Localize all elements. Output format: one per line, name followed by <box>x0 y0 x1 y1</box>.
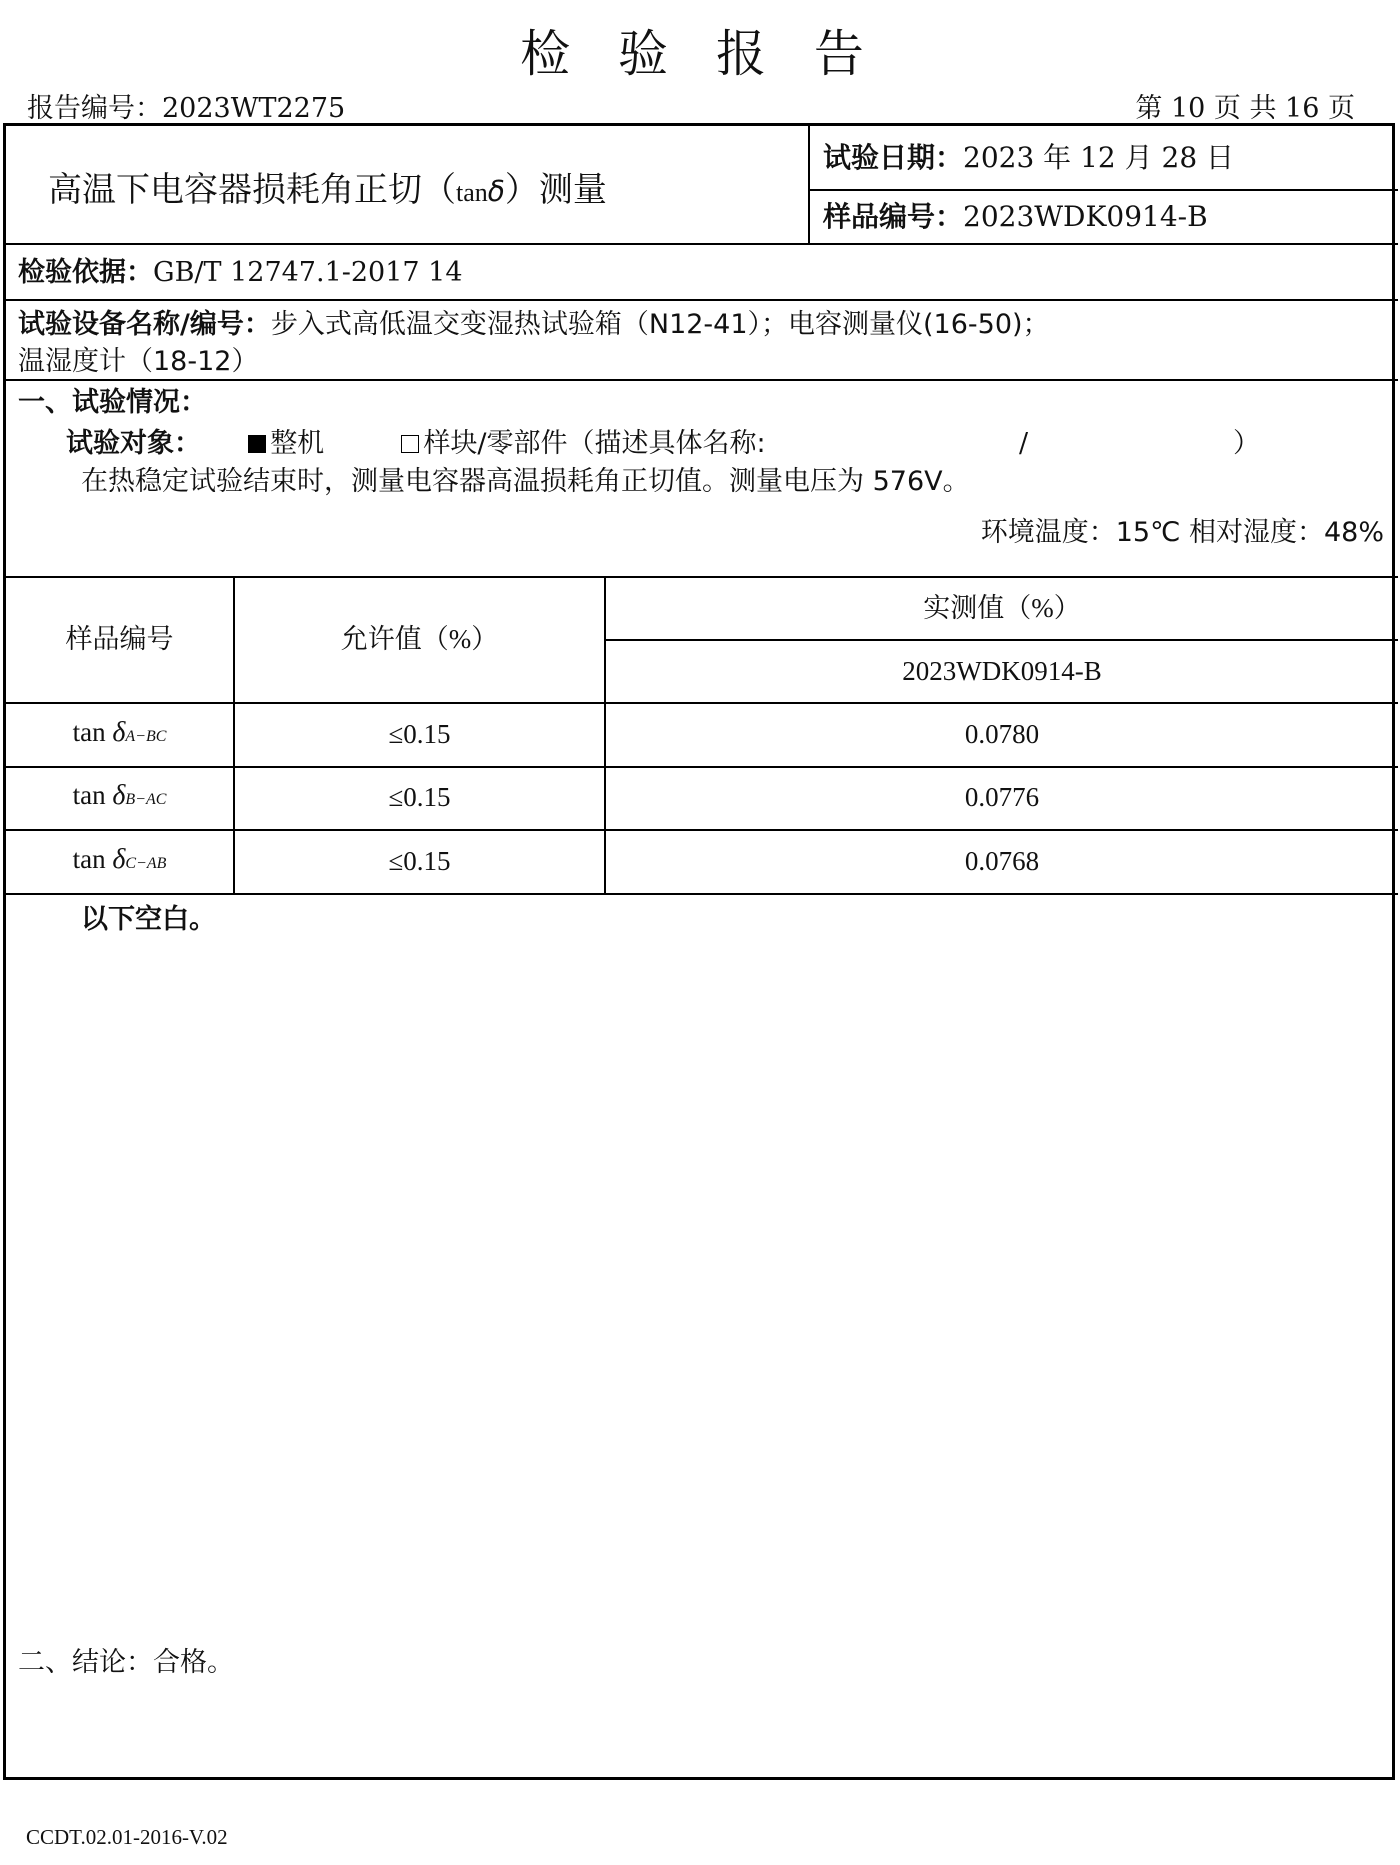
inspection-basis: 检验依据：GB/T 12747.1-2017 14 <box>18 257 463 288</box>
table-row-measured: 0.0776 <box>964 782 1040 812</box>
report-title: 检 验 报 告 <box>520 25 880 83</box>
environment-conditions: 环境温度：15℃ 相对湿度：48% <box>980 517 1384 548</box>
rule-after-basis <box>6 299 1398 301</box>
table-header-measured: 实测值（%） <box>923 593 1081 623</box>
test-object: 试验对象： 整机 样块/零部件（描述具体名称: <box>66 428 766 459</box>
table-row-param: tan δA−BC <box>72 717 167 748</box>
rule-after-equipment <box>6 379 1398 381</box>
equipment-line2: 温湿度计（18-12） <box>18 346 259 377</box>
table-row-allowed: ≤0.15 <box>388 719 451 749</box>
test-description: 在热稳定试验结束时，测量电容器高温损耗角正切值。测量电压为 576V。 <box>81 466 970 497</box>
table-header-allowed: 允许值（%） <box>340 624 499 654</box>
report-frame <box>3 123 1395 1780</box>
blank-note: 以下空白。 <box>81 904 216 935</box>
table-row-rule-2 <box>6 829 1398 831</box>
checkbox-whole-checked-icon <box>248 435 266 453</box>
table-subheader-rule <box>604 639 1398 641</box>
footer-form-code: CCDT.02.01-2016-V.02 <box>26 1825 228 1849</box>
equipment: 试验设备名称/编号：步入式高低温交变湿热试验箱（N12-41）；电容测量仪(16-50)； <box>18 309 1050 340</box>
page-info: 第 10 页 共 16 页 <box>1135 93 1355 124</box>
table-top-rule <box>6 576 1398 578</box>
table-row-allowed: ≤0.15 <box>388 782 451 812</box>
table-row-rule-1 <box>6 766 1398 768</box>
table-header-measured-sample: 2023WDK0914-B <box>902 656 1102 686</box>
test-name: 高温下电容器损耗角正切（tanδ）测量 <box>48 170 607 210</box>
section-test-conditions: 一、试验情况： <box>18 387 207 418</box>
table-row-measured: 0.0780 <box>964 719 1040 749</box>
table-header-sample: 样品编号 <box>65 624 174 654</box>
table-row-param: tan δC−AB <box>72 844 167 875</box>
sample-number: 样品编号：2023WDK0914-B <box>823 200 1208 233</box>
table-row-measured: 0.0768 <box>964 846 1040 876</box>
object-part-close: ） <box>1233 428 1260 459</box>
header-divider <box>808 126 810 243</box>
object-part-slash: / <box>1019 428 1029 459</box>
checkbox-part-unchecked-icon <box>401 435 419 453</box>
test-date: 试验日期：2023 年 12 月 28 日 <box>823 141 1235 174</box>
table-bottom-rule <box>6 893 1398 895</box>
rule-after-header <box>6 243 1398 245</box>
table-header-rule <box>6 702 1398 704</box>
table-row-allowed: ≤0.15 <box>388 846 451 876</box>
header-split-line <box>808 189 1398 191</box>
report-number: 报告编号：2023WT2275 <box>27 93 346 124</box>
conclusion: 二、结论：合格。 <box>18 1647 234 1678</box>
table-row-param: tan δB−AC <box>72 780 167 811</box>
